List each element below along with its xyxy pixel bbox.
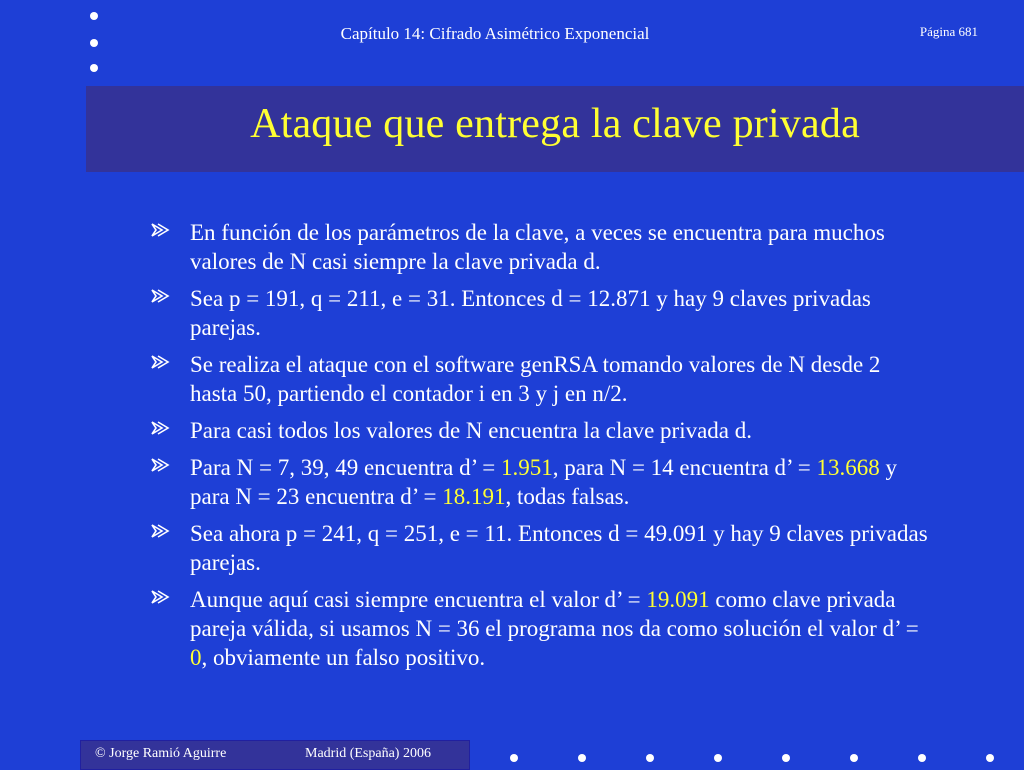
bullet-item	[150, 416, 930, 445]
decor-dot	[850, 754, 858, 762]
bullet-text: Sea p = 191, q = 211, e = 31. Entonces d = 12.871 y hay 9 claves privadas parejas.	[190, 286, 871, 340]
bullet-text: Se realiza el ataque con el software genRSA tomando valores de N desde 2 hasta 50, partiendo el contador i en 3 y j en n/2.	[190, 352, 881, 406]
decor-dot	[782, 754, 790, 762]
decor-dot	[986, 754, 994, 762]
arrow-bullet-icon	[150, 284, 174, 313]
page-number: Página 681	[919, 24, 978, 39]
footer-author: © Jorge Ramió Aguirre	[95, 746, 227, 761]
arrow-bullet-icon	[150, 453, 174, 482]
arrow-bullet-icon	[150, 350, 174, 379]
bullet-item	[150, 350, 930, 408]
bullet-text: Aunque aquí casi siempre encuentra el valor d’ =	[190, 587, 647, 612]
decor-dot	[918, 754, 926, 762]
footer-place: Madrid (España) 2006	[305, 746, 431, 761]
bullet-list	[150, 218, 930, 680]
arrow-bullet-icon	[150, 416, 174, 445]
highlighted-value: 13.668	[816, 455, 880, 480]
bullet-text: En función de los parámetros de la clave, a veces se encuentra para muchos valores de N casi siempre la clave privada d.	[190, 220, 885, 274]
decor-dot	[90, 64, 98, 72]
bullet-item	[150, 519, 930, 577]
arrow-bullet-icon	[150, 218, 174, 247]
footer	[80, 740, 470, 770]
bullet-item	[150, 585, 930, 672]
title-band	[86, 86, 1024, 172]
bullet-item	[150, 453, 930, 511]
bullet-text: como clave privada pareja válida, si usamos N = 36 el programa nos da como solución el valor d’ =	[190, 587, 919, 641]
bullet-text: , todas falsas.	[505, 484, 630, 509]
highlighted-value: 0	[190, 645, 202, 670]
bullet-text: Para N = 7, 39, 49 encuentra d’ =	[190, 455, 502, 480]
highlighted-value: 1.951	[501, 455, 553, 480]
bullet-text: y para N = 23 encuentra d’ =	[190, 455, 897, 509]
bullet-text: Sea ahora p = 241, q = 251, e = 11. Entonces d = 49.091 y hay 9 claves privadas parejas.	[190, 521, 928, 575]
bullet-text: Para casi todos los valores de N encuentra la clave privada d.	[190, 418, 753, 443]
decor-dot	[90, 12, 98, 20]
slide-title: Ataque que entrega la clave privada	[250, 101, 860, 147]
chapter-header: Capítulo 14: Cifrado Asimétrico Exponencial	[340, 24, 650, 43]
decor-dot	[714, 754, 722, 762]
decor-dot	[510, 754, 518, 762]
bullet-text: , para N = 14 encuentra d’ =	[552, 455, 817, 480]
highlighted-value: 19.091	[646, 587, 710, 612]
arrow-bullet-icon	[150, 585, 174, 614]
decor-dot	[646, 754, 654, 762]
bullet-text: , obviamente un falso positivo.	[201, 645, 486, 670]
bullet-item	[150, 218, 930, 276]
highlighted-value: 18.191	[442, 484, 506, 509]
bullet-item	[150, 284, 930, 342]
decor-dot	[578, 754, 586, 762]
arrow-bullet-icon	[150, 519, 174, 548]
